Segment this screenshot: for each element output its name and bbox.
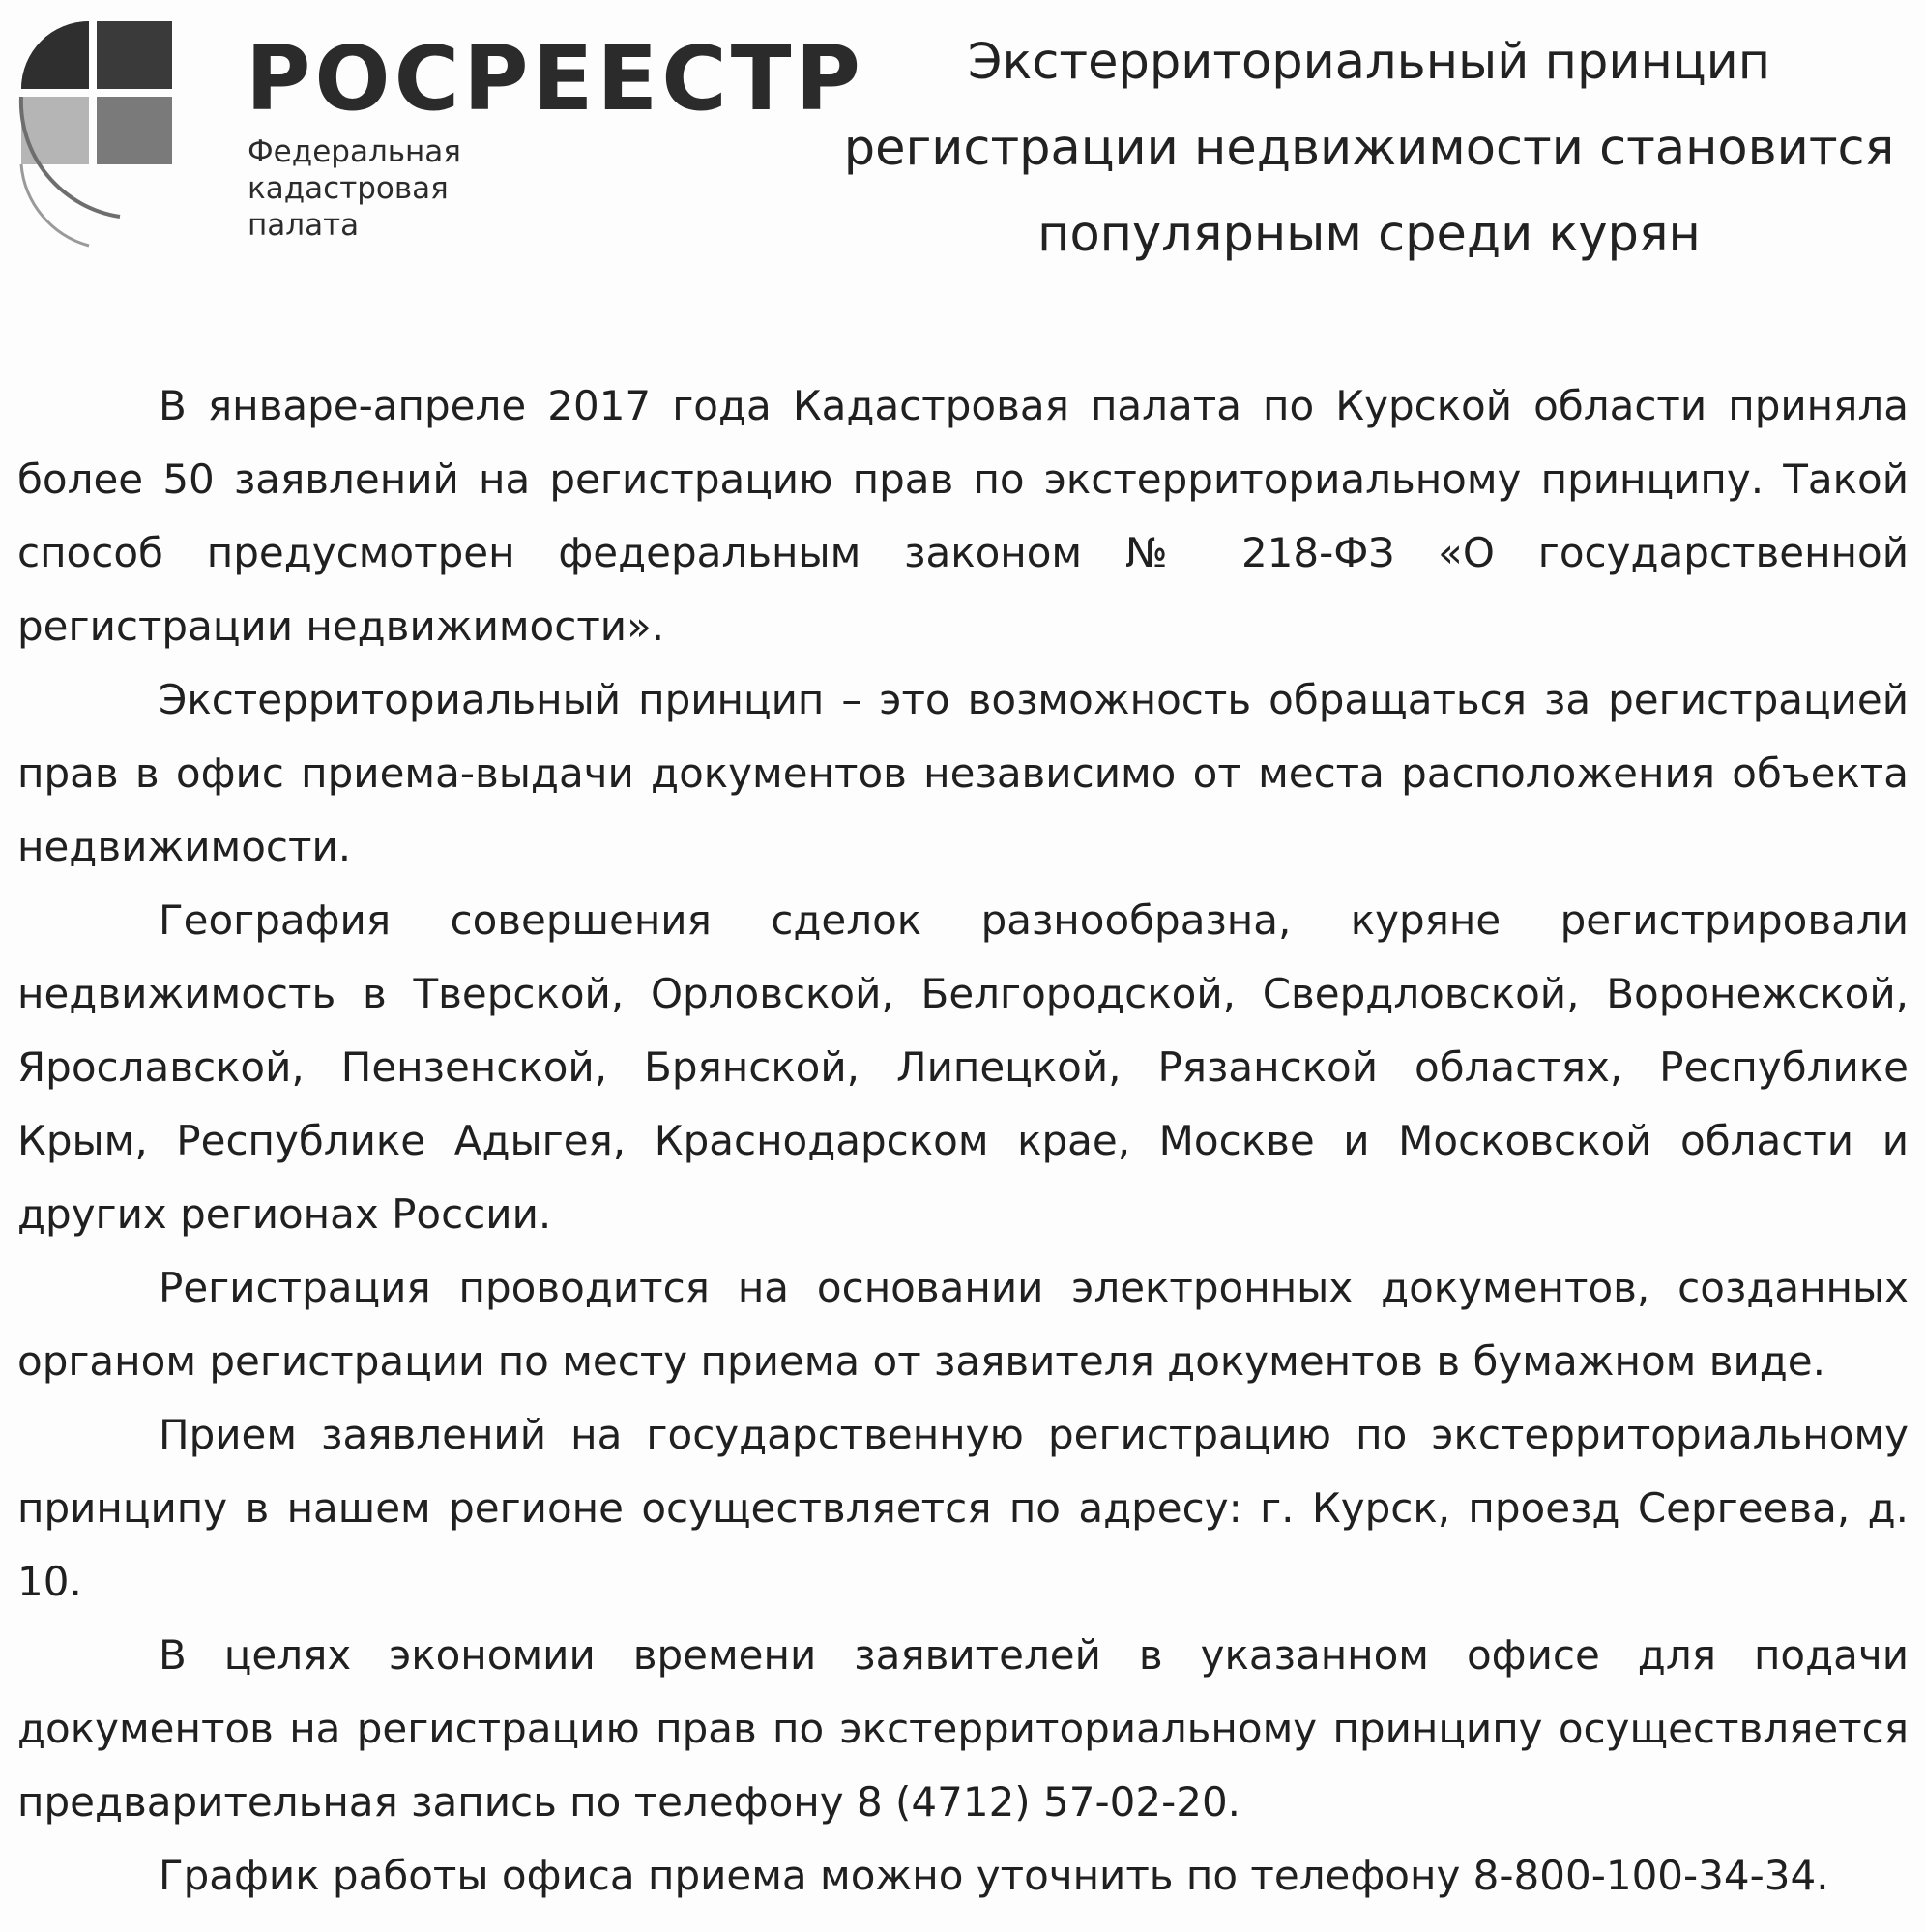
document-title — [831, 19, 1907, 278]
paragraph: Экстерриториальный принцип – это возможность обращаться за регистрацией прав в офис приема-выдачи документов независимо от места расположения объекта недвижимости. — [17, 676, 1909, 870]
paragraph: Прием заявлений на государственную регистрацию по экстерриториальному принципу в нашем регионе осуществляется по адресу: г. Курск, проезд Сергеева, д. 10. — [17, 1411, 1909, 1605]
rosreestr-logo — [14, 14, 864, 304]
brand-subtitle — [248, 133, 461, 244]
title-line: регистрации недвижимости становится — [843, 120, 1895, 177]
brand-name: РОСРЕЕСТР — [246, 27, 864, 131]
paragraph: В целях экономии времени заявителей в указанном офисе для подачи документов на регистрацию прав по экстерриториальному принципу осуществляется предварительная запись по телефону 8 (4712) 57-02-20. — [17, 1631, 1909, 1826]
paragraph: География совершения сделок разнообразна, куряне регистрировали недвижимость в Тверской, Орловской, Белгородской, Свердловской, Воронежской, Ярославской, Пензенской, Брянской, Липецкой, Рязанской областях, Республике Крым, Республике Адыгея, Краснодарском крае, Москве и Московской области и других регионах России. — [17, 896, 1909, 1238]
document-body — [17, 369, 1909, 1913]
brand-subtitle-line: кадастровая — [248, 171, 449, 206]
title-line: популярным среди курян — [1037, 206, 1701, 263]
paragraph: В январе-апреле 2017 года Кадастровая палата по Курской области приняла более 50 заявлений на регистрацию прав по экстерриториальному принципу. Такой способ предусмотрен федеральным законом № 218-ФЗ «О государственной регистрации недвижимости». — [17, 382, 1909, 650]
paragraph: Регистрация проводится на основании электронных документов, созданных органом регистрации по месту приема от заявителя документов в бумажном виде. — [17, 1264, 1909, 1385]
rosreestr-emblem-icon — [14, 14, 236, 304]
title-line: Экстерриториальный принцип — [967, 34, 1771, 91]
brand-subtitle-line: Федеральная — [248, 134, 461, 169]
paragraph: График работы офиса приема можно уточнить по телефону 8-800-100-34-34. — [159, 1852, 1829, 1899]
brand-subtitle-line: палата — [248, 208, 360, 243]
